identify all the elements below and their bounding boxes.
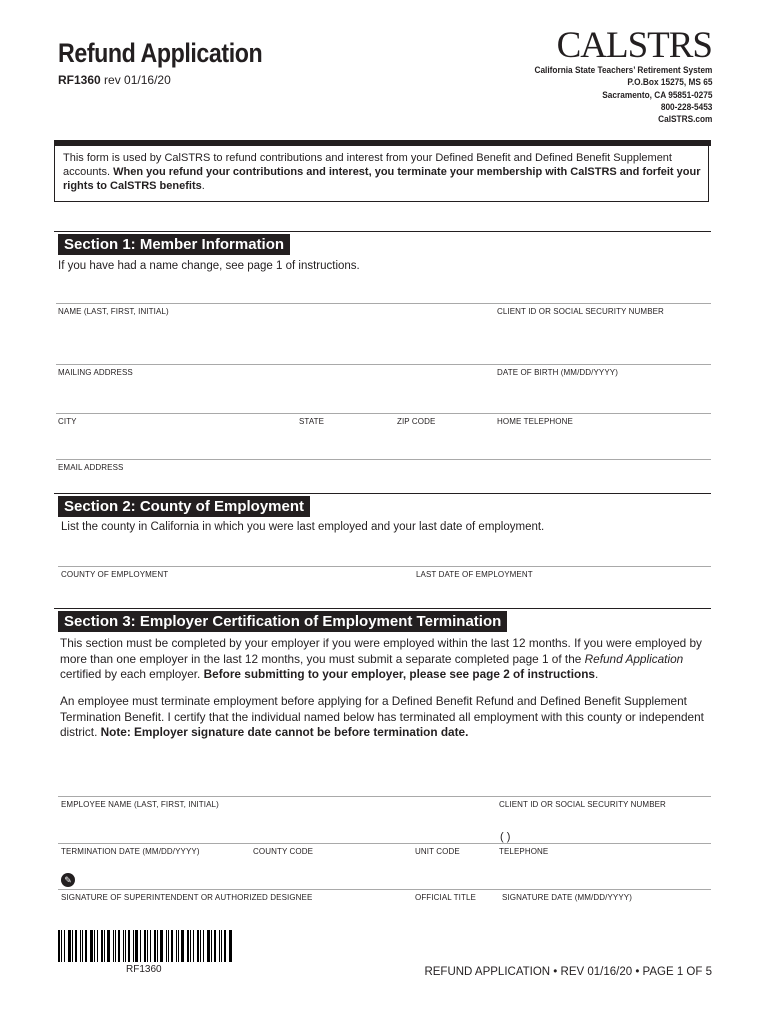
barcode-bar <box>154 930 156 962</box>
barcode-bar <box>190 930 191 962</box>
termination-date-label: TERMINATION DATE (MM/DD/YYYY) <box>61 847 200 856</box>
barcode-bar <box>229 930 232 962</box>
para2-text: An employee must terminate employment before applying for a Defined Benefit Refund and Defined Benefit Supplement Termination Benefit. I certify that the individual named below has terminated all employment with this county or independent district. <box>60 694 704 739</box>
barcode-bar <box>133 930 134 962</box>
city-label: CITY <box>58 417 77 426</box>
org-phone: 800-228-5453 <box>660 101 712 112</box>
city-line <box>56 413 711 414</box>
barcode-bar <box>68 930 71 962</box>
state-label: STATE <box>299 417 325 426</box>
org-website: CalSTRS.com <box>657 114 712 125</box>
barcode-bar <box>203 930 204 962</box>
employee-name-label: EMPLOYEE NAME (LAST, FIRST, INITIAL) <box>61 800 219 809</box>
barcode-bar <box>58 930 60 962</box>
org-po-box: P.O.Box 15275, MS 65 <box>627 77 712 88</box>
barcode-bar <box>82 930 83 962</box>
county-label: COUNTY OF EMPLOYMENT <box>61 570 169 579</box>
employee-client-id-label: CLIENT ID OR SOCIAL SECURITY NUMBER <box>499 800 666 809</box>
section3-heading: Section 3: Employer Certification of Employment Termination <box>58 611 507 632</box>
name-line <box>56 303 711 304</box>
form-revision: rev 01/16/20 <box>100 73 171 87</box>
barcode-bar <box>178 930 179 962</box>
unit-code-label: UNIT CODE <box>415 847 460 856</box>
home-phone-label: HOME TELEPHONE <box>497 417 573 426</box>
pen-icon: ✎ <box>61 873 75 887</box>
barcode-bar <box>211 930 212 962</box>
telephone-label: TELEPHONE <box>499 847 549 856</box>
section3-rule <box>54 608 711 609</box>
barcode-bar <box>104 930 105 962</box>
barcode-bar <box>135 930 138 962</box>
barcode-bar <box>181 930 184 962</box>
dob-label: DATE OF BIRTH (MM/DD/YYYY) <box>497 368 618 377</box>
barcode-bar <box>168 930 169 962</box>
section2-heading: Section 2: County of Employment <box>58 496 310 517</box>
barcode-bar <box>90 930 93 962</box>
barcode-bar <box>224 930 226 962</box>
barcode-bar <box>150 930 151 962</box>
section1-note: If you have had a name change, see page 1 of instructions. <box>58 260 360 272</box>
barcode-bar <box>144 930 146 962</box>
intro-text-plain: This form is used by CalSTRS to refund contributions and interest from your Defined Benefit and Defined Benefit Supplement accounts. <box>63 152 672 178</box>
barcode-bar <box>200 930 201 962</box>
barcode-bar <box>147 930 148 962</box>
para1-italic: Refund Application <box>584 651 684 666</box>
barcode-bar <box>123 930 124 962</box>
barcode-bar <box>166 930 167 962</box>
section3-paragraph-1 <box>60 636 720 683</box>
barcode-bar <box>160 930 163 962</box>
barcode-bar <box>207 930 210 962</box>
barcode-bar <box>128 930 130 962</box>
email-line <box>56 459 711 460</box>
section1-rule <box>54 231 711 232</box>
barcode-bar <box>125 930 126 962</box>
barcode-bar <box>75 930 77 962</box>
barcode-bar <box>113 930 114 962</box>
form-number <box>58 73 171 87</box>
section2-rule <box>54 493 711 494</box>
para1-text-b: certified by each employer. <box>60 667 204 681</box>
name-label: NAME (LAST, FIRST, INITIAL) <box>58 307 169 316</box>
signature-label: SIGNATURE OF SUPERINTENDENT OR AUTHORIZED DESIGNEE <box>61 893 313 902</box>
intro-text-end: . <box>201 180 205 192</box>
barcode-bar <box>214 930 216 962</box>
telephone-area-code-parens: ( ) <box>500 831 511 843</box>
barcode-bar <box>97 930 98 962</box>
employee-name-line <box>58 796 711 797</box>
county-code-label: COUNTY CODE <box>253 847 314 856</box>
barcode-bar <box>197 930 199 962</box>
barcode-bar <box>219 930 220 962</box>
barcode-bar <box>107 930 110 962</box>
barcode-bar <box>115 930 116 962</box>
zip-label: ZIP CODE <box>397 417 436 426</box>
barcode-bar <box>80 930 81 962</box>
org-address-block <box>534 64 712 125</box>
barcode-bar <box>157 930 158 962</box>
org-name: California State Teachers’ Retirement System <box>534 65 712 75</box>
barcode-bar <box>94 930 95 962</box>
mailing-line <box>56 364 711 365</box>
barcode-label: RF1360 <box>126 964 162 975</box>
intro-text-bold: When you refund your contributions and interest, you terminate your membership with CalSTRS and forfeit your rights to CalSTRS benefits <box>63 166 701 192</box>
barcode-bar <box>187 930 189 962</box>
barcode-bar <box>140 930 141 962</box>
para2-bold: Note: Employer signature date cannot be before termination date. <box>100 725 469 739</box>
barcode-bar <box>64 930 65 962</box>
client-id-label: CLIENT ID OR SOCIAL SECURITY NUMBER <box>497 307 664 316</box>
page-footer: REFUND APPLICATION • REV 01/16/20 • PAGE 1 OF 5 <box>424 966 712 978</box>
last-date-label: LAST DATE OF EMPLOYMENT <box>416 570 533 579</box>
section2-note: List the county in California in which you were last employed and your last date of employment. <box>61 521 545 533</box>
para1-text: This section must be completed by your employer if you were employed within the last 12 months. If you were employed by more than one employer in the last 12 months, you must submit a separate completed page 1 of the <box>60 636 702 666</box>
section1-heading: Section 1: Member Information <box>58 234 290 255</box>
barcode-bar <box>72 930 73 962</box>
barcode <box>58 930 234 962</box>
barcode-bar <box>171 930 173 962</box>
official-title-label: OFFICIAL TITLE <box>415 893 476 902</box>
barcode-bar <box>61 930 62 962</box>
mailing-address-label: MAILING ADDRESS <box>58 368 133 377</box>
para1-bold: Before submitting to your employer, please see page 2 of instructions <box>203 667 595 681</box>
signature-date-label: SIGNATURE DATE (MM/DD/YYYY) <box>502 893 632 902</box>
barcode-bar <box>193 930 194 962</box>
county-line <box>58 566 711 567</box>
signature-line <box>58 889 711 890</box>
para1-end: . <box>594 667 599 681</box>
page-title: Refund Application <box>58 38 263 68</box>
calstrs-logo: CALSTRS <box>556 25 712 66</box>
intro-text <box>63 151 703 193</box>
section3-paragraph-2 <box>60 694 720 741</box>
barcode-bar <box>176 930 177 962</box>
email-label: EMAIL ADDRESS <box>58 463 124 472</box>
org-city-state: Sacramento, CA 95851-0275 <box>601 89 712 100</box>
barcode-bar <box>221 930 222 962</box>
barcode-bar <box>85 930 87 962</box>
barcode-bar <box>101 930 103 962</box>
barcode-bar <box>118 930 120 962</box>
form-code: RF1360 <box>58 73 101 87</box>
termination-line <box>58 843 711 844</box>
